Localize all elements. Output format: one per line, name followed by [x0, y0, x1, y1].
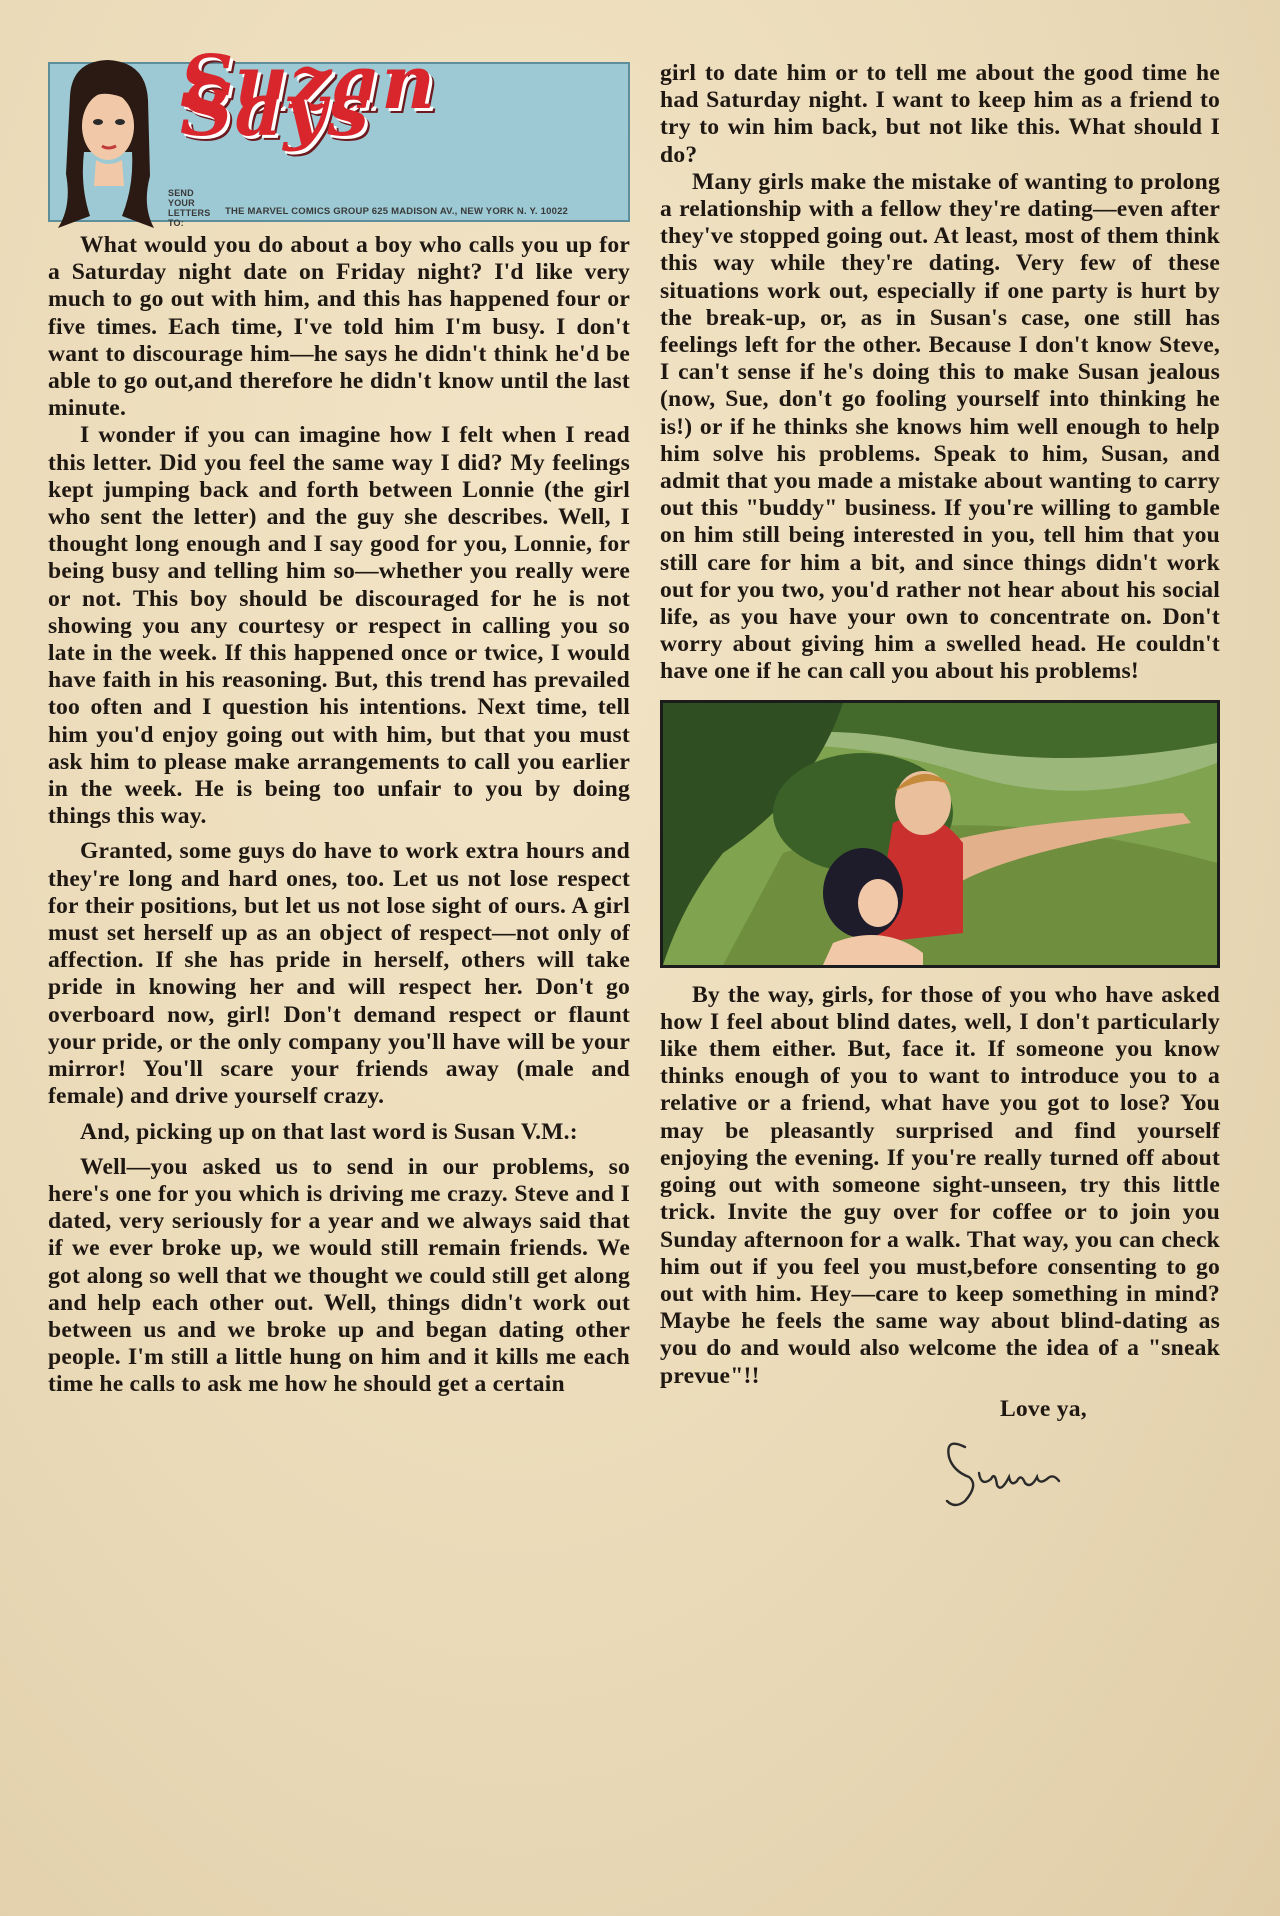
paragraph: Many girls make the mistake of wanting to prolong a relationship with a fellow they're dating—even after they've stopped going out. At least, most of them think this way while they're dating. Very few of these situations work out, especially if one party is hurt by the break-up, or, as in Susan's case, one still has feelings left for the other. Because I don't know Steve, I can't sense if he's doing this to make Susan jealous (now, Sue, don't go fooling yourself into thinking he is!) or if he thinks she knows him well enough to help him solve his problems. Speak to him, Susan, and admit that you made a mistake about wanting to carry out this "buddy" business. If you're willing to gamble on him still being interested in you, tell him that you still care for him a bit, and since things didn't work out for you two, you'd rather not hear about his social life, as you have your own to concentrate on. Don't worry about giving him a swelled head. He couldn't have one if he can call you about his problems!	[660, 168, 1220, 685]
paragraph: Well—you asked us to send in our problems, so here's one for you which is driving me crazy. Steve and I dated, very seriously for a year and we always said that if we ever broke up, we would still remain friends. We got along so well that we thought we could still get along and help each other out. Well, things didn't work out between us and we broke up and began dating other people. I'm still a little hung on him and it kills me each time he calls to ask me how he should get a certain	[48, 1153, 630, 1398]
mailing-address: THE MARVEL COMICS GROUP 625 MADISON AV., NEW YORK N. Y. 10022	[225, 206, 569, 217]
left-column	[48, 0, 630, 1399]
paragraph: What would you do about a boy who calls you up for a Saturday night date on Friday night? I'd like very much to go out with him, and this has happened four or five times. Each time, I've told him I'm busy. I don't want to discourage him—he says he didn't think he'd be able to go out,and therefore he didn't know until the last minute.	[48, 232, 630, 422]
right-body-text-bottom	[660, 982, 1220, 1390]
column-title: Suzan Says	[180, 40, 437, 154]
right-column	[660, 0, 1220, 1524]
paragraph: And, picking up on that last word is Susan V.M.:	[80, 1118, 578, 1145]
left-body-text	[48, 232, 630, 1399]
signoff: Love ya,	[1000, 1395, 1087, 1422]
send-letters-label: SEND YOUR LETTERS TO:	[168, 188, 211, 228]
paragraph: I wonder if you can imagine how I felt when I read this letter. Did you feel the same way I did? My feelings kept jumping back and forth between Lonnie (the girl who sent the letter) and the guy she describes. Well, I thought long enough and I say good for you, Lonnie, for being busy and telling him so—whether you really were or not. This boy should be discouraged for he is not showing you any courtesy or respect in calling you so late in the week. If this happened once or twice, I would have faith in his reasoning. But, this trend has prevailed too often and I question his intentions. Next time, tell him you'd enjoy going out with him, but that you must ask him to please make arrangements to call you earlier in the week. He is being too unfair to you by doing things this way.	[48, 422, 630, 830]
paragraph: Granted, some guys do have to work extra hours and they're long and hard ones, too. Let us not lose respect for their positions, but let us not lose sight of ours. A girl must set herself up as an object of respect—not only of affection. If she has pride in herself, others will take pride in knowing her and will respect her. Don't go overboard now, girl! Don't demand respect or flaunt your pride, or the only company you'll have will be your mirror! You'll scare your friends away (male and female) and drive yourself crazy.	[48, 838, 630, 1110]
paragraph: By the way, girls, for those of you who have asked how I feel about blind dates, well, I don't particularly like them either. But, face it. If someone you know thinks enough of you to want to introduce you to a relative or a friend, what have you got to lose? You may be pleasantly surprised and find yourself enjoying the evening. If you're really turned off about going out with someone sight-unseen, try this little trick. Invite the guy over for coffee or to join you Sunday afternoon for a walk. That way, you can check him out if you feel you must,before consenting to go out with him. Hey—care to keep something in mind? Maybe he feels the same way about blind-dating as you do and would also welcome the idea of a "sneak prevue"!!	[660, 981, 1220, 1389]
signature-icon	[935, 1427, 1095, 1517]
suzan-portrait-icon	[50, 56, 162, 231]
comic-panel-illustration	[660, 700, 1220, 968]
right-body-text	[660, 60, 1220, 686]
paragraph: girl to date him or to tell me about the good time he had Saturday night. I want to keep him as a friend to try to win him back, but not like this. What should I do?	[660, 60, 1220, 168]
column-header	[48, 40, 630, 228]
